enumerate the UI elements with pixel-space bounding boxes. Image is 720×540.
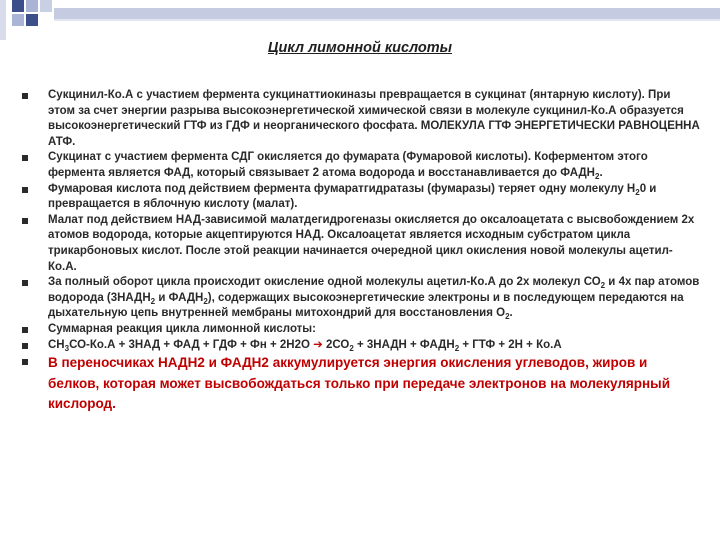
list-item — [20, 88, 700, 150]
highlight-item — [20, 353, 700, 415]
bullet-icon — [22, 93, 28, 99]
item-text: Сукцинат с участием фермента СДГ окисляется до фумарата (Фумаровой кислоты). Коферментом этого фермента является ФАД, который связывает 2 атома водорода и восстанавливается до $ФАДН_2$. — [48, 151, 648, 181]
item-text: Суммарная реакция цикла лимонной кислоты: — [48, 322, 316, 335]
list-item — [20, 275, 700, 322]
bullet-list — [20, 88, 700, 415]
header-decoration — [0, 0, 720, 40]
bullet-icon — [22, 187, 28, 193]
reaction-equation: $СН_3СО-Ко.А + 3НАД$ + ФАД + ГДФ + Фн + 2Н2О ➔ $2СО_2$ + 3НАДН + $ФАДН_2$ + ГТФ + 2Н + Ко.А — [48, 338, 562, 353]
list-item — [20, 213, 700, 275]
bullet-icon — [22, 218, 28, 224]
list-item — [20, 322, 700, 338]
bullet-icon — [22, 327, 28, 333]
equation-item — [20, 338, 700, 354]
bullet-icon — [22, 155, 28, 161]
bullet-icon — [22, 343, 28, 349]
list-item — [20, 182, 700, 213]
item-text: За полный оборот цикла происходит окисление одной молекулы ацетил-Ко.А до 2х молекул $СО_2$ и 4х пар атомов водорода ($3НАДН_2$ и $ФАДН_2$), содержащих высокоэнергетические электроны и в последующем передаются на дыхательную цепь внутренней мембраны митохондрий для восстановления $О_2$. — [48, 276, 700, 322]
item-text: Фумаровая кислота под действием фермента фумаратгидратазы (фумаразы) теряет одну молекулу $Н_20$ и превращается в яблочную кислоту (малат). — [48, 182, 657, 211]
item-text: Малат под действием НАД-зависимой малатдегидрогеназы окисляется до оксалоацетата с высвобождением 2х атомов водорода, которые акцептируются НАД. Оксалоацетат является исходным субстратом цикла трикарбоновых кислот. После этой реакции начинается очередной цикл окисления новой молекулы ацетил-Ко.А. — [48, 213, 695, 273]
slide-title: Цикл лимонной кислоты — [267, 40, 453, 56]
arrow-right-icon: ➔ — [313, 338, 323, 351]
list-item — [20, 150, 700, 181]
item-text: Сукцинил-Ко.А с участием фермента сукцинаттиокиназы превращается в сукцинат (янтарную кислоту). При этом за счет энергии разрыва высокоэнергетической химической связи в молекуле сукцинил-Ко.А образуется высокоэнергетический ГТФ из ГДФ и неорганического фосфата. МОЛЕКУЛА ГТФ ЭНЕРГЕТИЧЕСКИ РАВНОЦЕННА АТФ. — [48, 89, 700, 148]
bullet-icon — [22, 359, 28, 365]
highlight-text: В переносчиках НАДН2 и ФАДН2 аккумулируется энергия окисления углеводов, жиров и белков, которая может высвобождаться только при передаче электронов на молекулярный кислород. — [48, 355, 671, 412]
bullet-icon — [22, 280, 28, 286]
